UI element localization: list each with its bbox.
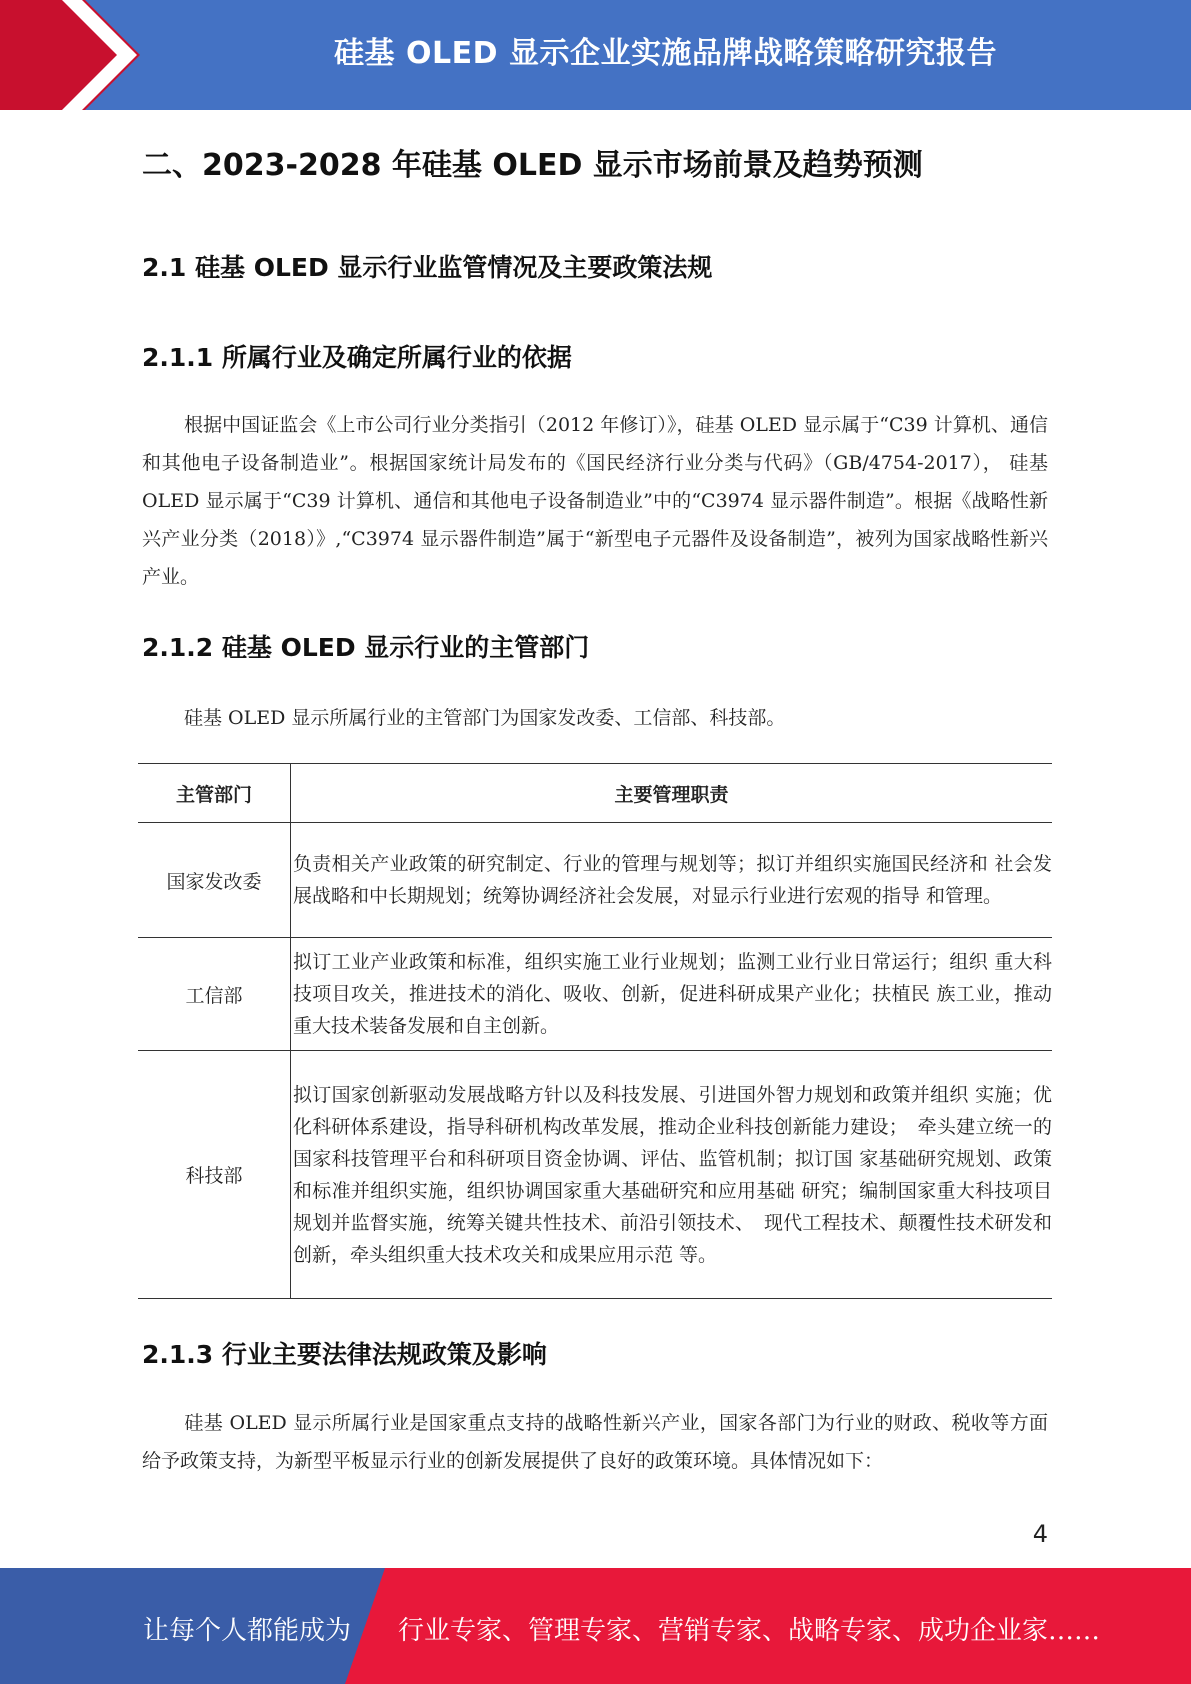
duty-cell: 拟订工业产业政策和标准，组织实施工业行业规划；监测工业行业日常运行；组织 重大科技项目攻关，推进技术的消化、吸收、创新，促进科研成果产业化；扶植民 族工业，推动重大技术装备发展和自主创新。 [291,938,1053,1051]
paragraph-2-1-2-text: 硅基 OLED 显示所属行业的主管部门为国家发改委、工信部、科技部。 [184,707,786,729]
section-title: 二、2023-2028 年硅基 OLED 显示市场前景及趋势预测 [142,148,923,183]
header-banner [0,0,1191,110]
table-row [138,938,1052,1051]
subsection-2-1-1-title: 2.1.1 所属行业及确定所属行业的依据 [142,343,572,372]
paragraph-2-1-2 [142,699,1048,737]
table-row [138,823,1052,938]
dept-cell: 国家发改委 [138,823,291,938]
subsection-2-1-2-title: 2.1.2 硅基 OLED 显示行业的主管部门 [142,633,590,662]
paragraph-2-1-1 [142,406,1048,596]
header-arrow-decoration [0,0,160,110]
footer-slogan-left: 让每个人都能成为 [143,1616,352,1646]
footer-slogan-right: 行业专家、管理专家、营销专家、战略专家、成功企业家…… [398,1616,1101,1646]
department-responsibility-table [138,763,1052,1299]
subsection-2-1-3-title: 2.1.3 行业主要法律法规政策及影响 [142,1340,547,1369]
subsection-2-1-title: 2.1 硅基 OLED 显示行业监管情况及主要政策法规 [142,253,713,282]
footer-banner [0,1568,1191,1684]
table-header-row [138,764,1052,823]
paragraph-2-1-3-text: 硅基 OLED 显示所属行业是国家重点支持的战略性新兴产业，国家各部门为行业的财政、税收等方面给予政策支持，为新型平板显示行业的创新发展提供了良好的政策环境。具体情况如下： [142,1412,1048,1472]
table-header-duty: 主要管理职责 [291,764,1053,823]
duty-cell: 负责相关产业政策的研究制定、行业的管理与规划等；拟订并组织实施国民经济和 社会发展战略和中长期规划；统筹协调经济社会发展，对显示行业进行宏观的指导 和管理。 [291,823,1053,938]
paragraph-2-1-3 [142,1404,1048,1480]
table-row [138,1051,1052,1299]
page-number: 4 [1032,1520,1048,1548]
duty-cell: 拟订国家创新驱动发展战略方针以及科技发展、引进国外智力规划和政策并组织 实施；优化科研体系建设，指导科研机构改革发展，推动企业科技创新能力建设； 牵头建立统一的国家科技管理平台和科研项目资金协调、评估、监管机制；拟订国 家基础研究规划、政策和标准并组织实施，组织协调国家重大基础研究和应用基础 研究；编制国家重大科技项目规划并监督实施，统筹关键共性技术、前沿引领技术、 现代工程技术、颠覆性技术研发和创新，牵头组织重大技术攻关和成果应用示范 等。 [291,1051,1053,1299]
table-header-dept: 主管部门 [138,764,291,823]
paragraph-2-1-1-text: 根据中国证监会《上市公司行业分类指引（2012 年修订）》，硅基 OLED 显示属于“C39 计算机、通信和其他电子设备制造业”。根据国家统计局发布的《国民经济行业分类与代码》（GB/4754-2017）， 硅基 OLED 显示属于“C39 计算机、通信和其他电子设备制造业”中的“C3974 显示器件制造”。根据《战略性新兴产业分类（2018）》,“C3974 显示器件制造”属于“新型电子元器件及设备制造”，被列为国家战略性新兴产业。 [142,414,1048,588]
dept-cell: 科技部 [138,1051,291,1299]
report-title: 硅基 OLED 显示企业实施品牌战略策略研究报告 [334,36,997,71]
dept-cell: 工信部 [138,938,291,1051]
